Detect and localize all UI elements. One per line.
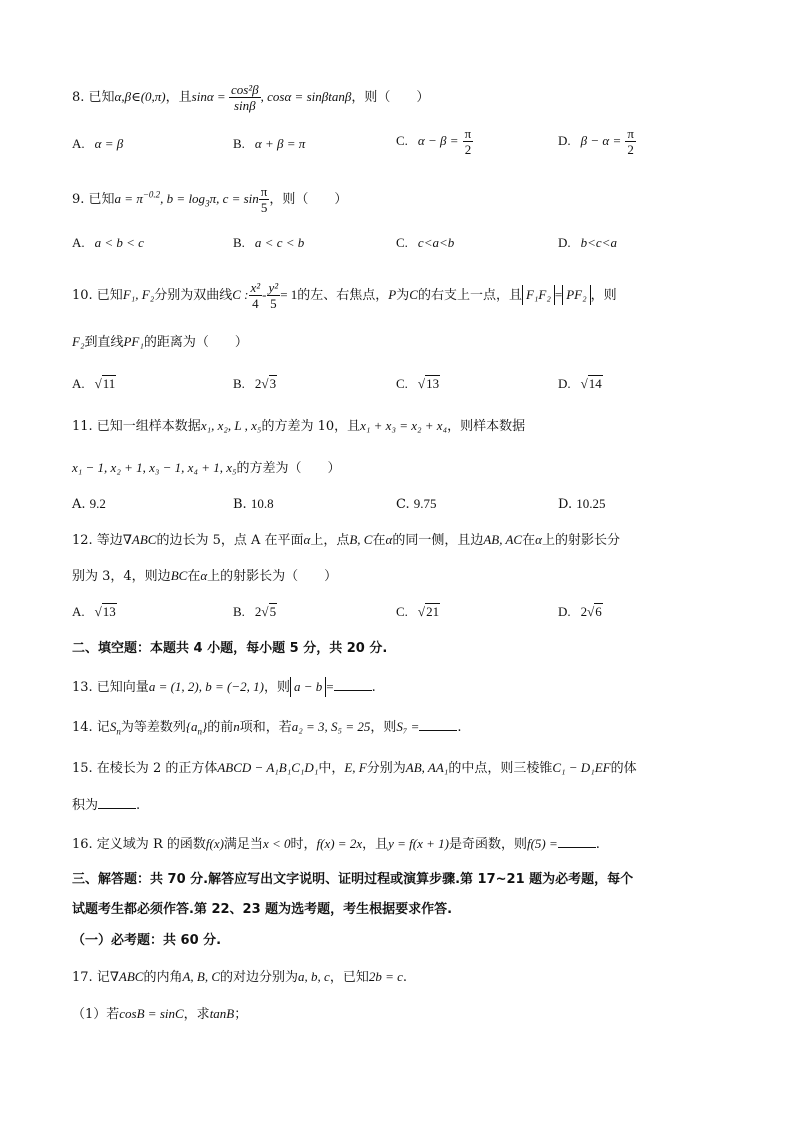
q13-label: 13. 已知向量 (72, 680, 149, 695)
q17-angles: A, B, C (182, 969, 221, 984)
q10-option-a[interactable] (72, 374, 116, 395)
q16-text-d: ，且 (362, 837, 389, 852)
q10-option-b[interactable] (233, 374, 277, 395)
q8-d-num: π (627, 126, 634, 141)
q13-text-b: ，则 (263, 680, 290, 695)
q8-option-a-key: A. (72, 136, 85, 151)
q14-text-b: 为等差数列 (120, 720, 186, 735)
q8-option-c-frac (463, 126, 474, 157)
q15-edges: AB, AA₁ (405, 760, 449, 775)
q12-line2-bc: BC (170, 568, 188, 583)
q10-text-b: 分别为双曲线 (154, 288, 233, 303)
q11-option-d[interactable] (558, 494, 605, 515)
q12-option-b-rad: 5 (269, 604, 277, 619)
q12-line2-b: 在 (187, 569, 201, 584)
q10-option-c-rad: 13 (426, 376, 440, 391)
q8-option-d[interactable] (558, 126, 636, 157)
q10-option-d-rad: 14 (588, 376, 602, 391)
q11-option-b-text: 10.8 (250, 496, 274, 511)
radical-icon: √ (417, 604, 426, 619)
q14-text-c: 的前 (207, 720, 234, 735)
q16-f5: f(5) = (526, 836, 558, 851)
q9-option-a[interactable] (72, 233, 144, 254)
q10-option-d-key: D. (558, 376, 571, 391)
q10-eq2: = (554, 287, 563, 302)
q12-text-d: 在 (372, 533, 386, 548)
q11-option-a[interactable] (72, 494, 106, 515)
q10-option-c-key: C. (396, 376, 408, 391)
q8-option-a-text: α = β (94, 136, 124, 151)
q11-option-c[interactable] (396, 494, 437, 515)
q16-text-b: 满足当 (223, 837, 263, 852)
q10-text-e: 的右支上一点，且 (417, 288, 522, 303)
q15-text-c: 分别为 (366, 761, 406, 776)
q10-option-b-key: B. (233, 376, 245, 391)
q17-part1 (72, 1004, 247, 1025)
q16-odd-fn: y = f(x + 1) (388, 836, 449, 851)
q12-text-g: 上的射影长分 (541, 533, 620, 548)
q11-text-b: 的方差为 10，且 (261, 419, 361, 434)
q14-s7: S₇ = (396, 719, 420, 734)
q17-label: 17. 记 (72, 970, 110, 985)
q10-c: C (409, 287, 418, 302)
q8-label: 8. 已知 (72, 90, 115, 105)
q11-stem-line1 (72, 416, 525, 437)
q9-stem (72, 184, 347, 215)
q10-pf1: PF₁ (123, 334, 144, 349)
q10-text-d: 为 (396, 288, 410, 303)
q8-text: ，且 (165, 90, 192, 105)
q8-c-den: 2 (464, 142, 472, 157)
radical-icon: √ (94, 604, 102, 619)
q16-period: . (595, 837, 600, 852)
q15-stem-line2 (72, 794, 140, 816)
q10-option-b-coef: 2 (254, 376, 262, 391)
section-3-heading-line2: 试题考生都必须作答.第 22、23 题为选考题，考生根据要求作答. (72, 902, 453, 917)
q10-minus: - (262, 287, 267, 302)
q12-option-b[interactable] (233, 602, 277, 623)
q17-part1-condition: cosB = sinC (119, 1006, 184, 1021)
q14-answer-blank[interactable] (419, 716, 457, 731)
q13-abs: a − b (290, 677, 326, 697)
q12-option-a[interactable] (72, 602, 117, 623)
q12-text-f: 在 (522, 533, 536, 548)
q17-part1-tan: tanB (209, 1006, 235, 1021)
q15-text-d: 的中点，则三棱锥 (448, 761, 553, 776)
q14-an-sub: n (197, 726, 203, 737)
q16-answer-blank[interactable] (558, 833, 596, 848)
q12-bc: B, C (349, 532, 373, 547)
q14-label: 14. 记 (72, 720, 110, 735)
q8-option-b-key: B. (233, 136, 245, 151)
radical-icon: √ (417, 376, 426, 391)
q14-period: . (457, 720, 462, 735)
q10-frac2 (267, 280, 281, 311)
q10-frac1-num: x² (250, 280, 261, 295)
q12-abac: AB, AC (483, 532, 523, 547)
q11-data2: x₁ − 1, x₂ + 1, x₃ − 1, x₄ + 1, x₅ (72, 460, 237, 475)
q17-triangle: ∇ABC (109, 969, 144, 984)
section-2-heading: 二、填空题：本题共 4 小题，每小题 5 分，共 20 分. (72, 641, 388, 656)
q15-ef: E, F (344, 760, 367, 775)
radical-icon: √ (580, 376, 588, 391)
q12-text-c: 上，点 (310, 533, 350, 548)
q8-option-d-text: β − α = (580, 133, 622, 148)
q8-option-d-key: D. (558, 133, 571, 148)
q12-option-b-key: B. (233, 604, 245, 619)
q9-tail: ，则（ ） (269, 192, 348, 207)
q9-option-a-key: A. (72, 235, 85, 250)
q15-period: . (136, 798, 141, 813)
q12-option-a-rad: 13 (102, 604, 116, 619)
q10-option-d[interactable] (558, 374, 603, 395)
q16-fx: f(x) (205, 836, 224, 851)
q11-option-d-key: D. (558, 497, 573, 512)
q9-option-d[interactable] (558, 233, 617, 254)
q14-stem (72, 716, 462, 742)
q8-fraction (229, 82, 261, 113)
q9-b-tail: π, c = sin (209, 191, 259, 206)
q10-label: 10. 已知 (72, 288, 123, 303)
q11-text-c: ，则样本数据 (447, 419, 526, 434)
q17-part1-label: （1）若 (72, 1007, 120, 1022)
q14-text-d: 项和，若 (239, 720, 292, 735)
q9-option-d-key: D. (558, 235, 571, 250)
q16-text-c: 时， (290, 837, 317, 852)
q9-a-exp: −0.2 (142, 189, 161, 200)
q9-option-c-key: C. (396, 235, 408, 250)
q11-stem-line2 (72, 458, 341, 479)
q11-option-c-text: 9.75 (413, 496, 437, 511)
q15-answer-blank[interactable] (98, 794, 136, 809)
q9-option-a-text: a < b < c (94, 235, 144, 250)
q17-text-d: ，已知 (329, 970, 369, 985)
q10-option-a-rad: 11 (102, 376, 116, 391)
q13-stem (72, 676, 376, 698)
q11-option-d-text: 10.25 (576, 496, 606, 511)
q10-foci: F₁, F₂ (122, 287, 155, 302)
q15-cube: ABCD − A₁B₁C₁D₁ (217, 760, 319, 775)
q15-pyramid: C₁ − D₁EF (552, 760, 611, 775)
q16-text-e: 是奇函数，则 (448, 837, 527, 852)
q9-option-c[interactable] (396, 233, 454, 254)
q11-option-a-key: A. (72, 497, 86, 512)
q13-answer-blank[interactable] (334, 676, 372, 691)
q17-sides: a, b, c (298, 969, 330, 984)
q15-label: 15. 在棱长为 2 的正方体 (72, 761, 218, 776)
q12-option-c[interactable] (396, 602, 440, 623)
q9-option-c-text: c<a<b (417, 235, 455, 250)
q10-abs2: PF₂ (562, 285, 590, 305)
q8-option-d-frac (625, 126, 636, 157)
q10-abs1: F₁F₂ (522, 285, 555, 305)
q17-text-c: 的对边分别为 (220, 970, 299, 985)
q9-option-b-text: a < c < b (254, 235, 305, 250)
q8-tail: ，则（ ） (351, 90, 430, 105)
q12-alpha-4: α (200, 568, 208, 583)
q8-option-c[interactable] (396, 126, 473, 157)
q9-frac-num: π (260, 184, 268, 199)
q8-relation: cosα = sinβtanβ (267, 89, 352, 104)
q10-option-c[interactable] (396, 374, 440, 395)
q17-part1-end: ； (234, 1007, 248, 1022)
q10-option-a-key: A. (72, 376, 85, 391)
q8-frac-den: sinβ (233, 98, 256, 113)
radical-icon: √ (261, 604, 269, 619)
q8-stem (72, 82, 429, 113)
q12-alpha-1: α (303, 532, 311, 547)
q15-text-b: 中， (318, 761, 345, 776)
q10-frac1 (249, 280, 263, 311)
q12-text-e: 的同一侧，且边 (392, 533, 484, 548)
q9-b: , b = log (160, 191, 206, 206)
q11-option-a-text: 9.2 (89, 496, 106, 511)
q8-comma: , (260, 89, 268, 104)
q10-eq1: = 1 (280, 287, 298, 302)
q10-line2-a: 到直线 (84, 335, 124, 350)
q17-stem (72, 967, 407, 988)
q17-condition: 2b = c (368, 969, 403, 984)
q10-line2-b: 的距离为（ ） (143, 335, 248, 350)
q8-condition: α,β∈(0,π) (114, 89, 166, 104)
q8-frac-num: cos²β (230, 82, 259, 97)
q12-option-d-key: D. (558, 604, 571, 619)
q10-f2: F₂ (72, 334, 85, 349)
q10-frac2-den: 5 (270, 296, 277, 311)
q12-alpha-3: α (535, 532, 542, 547)
q16-label: 16. 定义域为 R 的函数 (72, 837, 206, 852)
q8-option-c-key: C. (396, 133, 408, 148)
q14-an-close: } (202, 719, 208, 734)
q15-line2-a: 积为 (72, 798, 99, 813)
q9-fraction (259, 184, 270, 215)
q13-vectors: a = (1, 2), b = (−2, 1) (148, 679, 264, 694)
q12-option-d[interactable] (558, 602, 603, 623)
q11-option-b[interactable] (233, 494, 274, 515)
q14-sn-sub: n (116, 726, 121, 737)
q12-line2-c: 上的射影长为（ ） (207, 569, 338, 584)
radical-icon: √ (261, 376, 269, 391)
q11-condition: x₁ + x₃ = x₂ + x₄ (360, 418, 448, 433)
q17-text-b: 的内角 (143, 970, 183, 985)
radical-icon: √ (94, 376, 102, 391)
q8-sin-alpha: sinα = (191, 89, 229, 104)
q12-alpha-2: α (385, 532, 393, 547)
q12-label: 12. 等边 (72, 533, 123, 548)
q11-option-b-key: B. (233, 497, 247, 512)
q10-option-b-rad: 3 (269, 376, 277, 391)
q10-stem-line1 (72, 280, 617, 311)
q10-frac2-num: y² (268, 280, 279, 295)
q9-frac-den: 5 (260, 200, 268, 215)
q15-text-e: 的体 (610, 761, 637, 776)
q14-an: {a (185, 719, 198, 734)
q8-option-b[interactable] (233, 134, 305, 155)
q8-option-b-text: α + β = π (254, 136, 306, 151)
q9-label: 9. 已知 (72, 192, 115, 207)
q10-p: P (388, 287, 397, 302)
q14-sn: S (109, 719, 117, 734)
q12-option-d-rad: 6 (595, 604, 602, 619)
q8-d-den: 2 (627, 142, 634, 157)
q12-stem-line1 (72, 530, 620, 551)
q12-option-c-rad: 21 (426, 604, 440, 619)
subsection-1-heading: （一）必考题：共 60 分. (72, 933, 222, 948)
q16-fx-def: f(x) = 2x (316, 836, 363, 851)
q17-period: . (402, 970, 408, 985)
q8-c-num: π (464, 126, 472, 141)
q16-stem (72, 833, 600, 855)
q12-option-b-coef: 2 (254, 604, 262, 619)
q11-data: x₁, x₂, L , x₅ (200, 418, 262, 433)
q13-period: . (371, 680, 376, 695)
q8-option-a[interactable] (72, 134, 123, 155)
q10-stem-line2 (72, 332, 248, 353)
q12-option-d-coef: 2 (580, 604, 588, 619)
q8-option-c-text: α − β = (417, 133, 459, 148)
q9-option-d-text: b<c<a (580, 235, 617, 250)
q10-curve: C : (232, 287, 249, 302)
section-3-heading-line1: 三、解答题：共 70 分.解答应写出文字说明、证明过程或演算步骤.第 17~21 题为必考题，每个 (72, 872, 634, 887)
q9-b-sub: 3 (205, 198, 210, 209)
q12-text-b: 的边长为 5，点 A 在平面 (156, 533, 304, 548)
q12-option-a-key: A. (72, 604, 85, 619)
q11-line2-tail: 的方差为（ ） (236, 461, 341, 476)
q16-condition: x < 0 (262, 836, 291, 851)
q9-a: a = π (114, 191, 143, 206)
q10-text-f: ，则 (590, 288, 617, 303)
q12-line2-a: 别为 3，4，则边 (72, 569, 171, 584)
q14-condition: a₂ = 3, S₅ = 25 (291, 719, 371, 734)
q12-option-c-key: C. (396, 604, 408, 619)
q10-frac1-den: 4 (252, 296, 259, 311)
q11-label: 11. 已知一组样本数据 (72, 419, 201, 434)
q13-eq: = (326, 679, 334, 694)
q9-option-b-key: B. (233, 235, 245, 250)
q14-n: n (233, 719, 240, 734)
q10-text-c: 的左、右焦点， (297, 288, 389, 303)
q12-stem-line2 (72, 566, 337, 587)
q15-stem-line1 (72, 758, 637, 779)
q17-part1-text: ，求 (183, 1007, 210, 1022)
q14-text-e: ，则 (370, 720, 397, 735)
radical-icon: √ (587, 604, 595, 619)
q11-option-c-key: C. (396, 497, 410, 512)
q12-triangle: ∇ABC (122, 532, 157, 547)
q9-option-b[interactable] (233, 233, 304, 254)
